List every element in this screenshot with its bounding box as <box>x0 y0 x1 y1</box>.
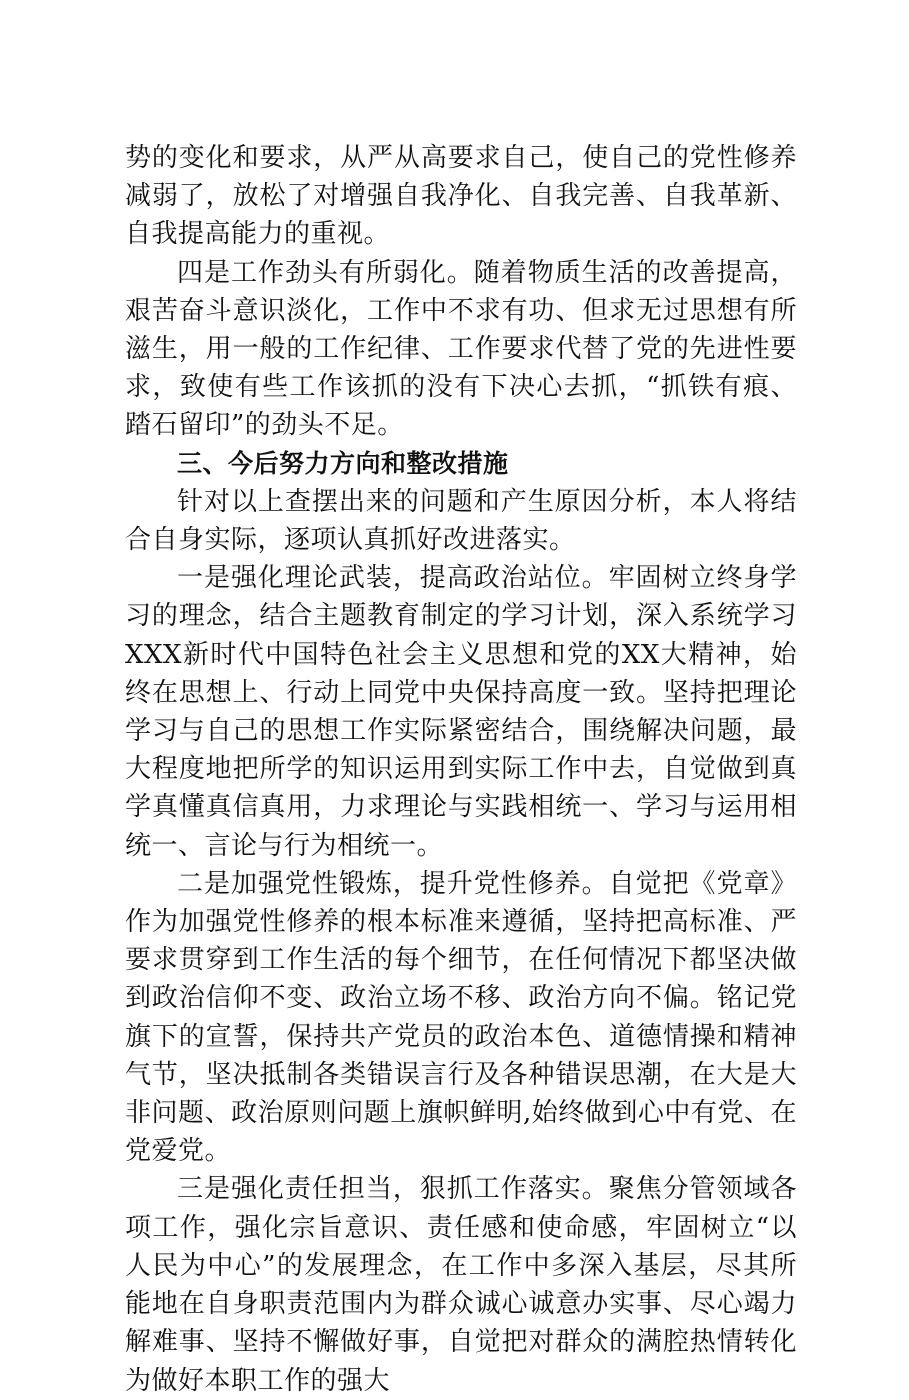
section-heading-improvement-measures: 三、今后努力方向和整改措施 <box>177 448 509 478</box>
paragraph-theory-study: 一是强化理论武装，提高政治站位。牢固树立终身学习的理念，结合主题教育制定的学习计划，深入系统学习XXX新时代中国特色社会主义思想和党的XX大精神，始终在思想上、行动上同党中央保持高度一致。坚持把理论学习与自己的思想工作实际紧密结合，围绕解决问题，最大程度地把所学的知识运用到实际工作中去，自觉做到真学真懂真信真用，力求理论与实践相统一、学习与运用相统一、言论与行为相统一。 <box>125 563 797 861</box>
document-body <box>125 139 797 1400</box>
paragraph-intro-measures: 针对以上查摆出来的问题和产生原因分析，本人将结合自身实际，逐项认真抓好改进落实。 <box>125 486 797 556</box>
paragraph-work-drive: 四是工作劲头有所弱化。随着物质生活的改善提高，艰苦奋斗意识淡化，工作中不求有功、但求无过思想有所滋生，用一般的工作纪律、工作要求代替了党的先进性要求，致使有些工作该抓的没有下决心去抓，“抓铁有痕、踏石留印”的劲头不足。 <box>125 257 797 441</box>
paragraph-responsibility: 三是强化责任担当，狠抓工作落实。聚焦分管领域各项工作，强化宗旨意识、责任感和使命感，牢固树立“以人民为中心”的发展理念，在工作中多深入基层，尽其所能地在自身职责范围内为群众诚心诚意办实事、尽心竭力解难事、坚持不懈做好事，自觉把对群众的满腔热情转化为做好本职工作的强大 <box>125 1174 797 1396</box>
paragraph-party-spirit: 二是加强党性锻炼，提升党性修养。自觉把《党章》作为加强党性修养的根本标准来遵循，坚持把高标准、严要求贯穿到工作生活的每个细节，在任何情况下都坚决做到政治信仰不变、政治立场不移、政治方向不偏。铭记党旗下的宣誓，保持共产党员的政治本色、道德情操和精神气节，坚决抵制各类错误言行及各种错误思潮，在大是大非问题、政治原则问题上旗帜鲜明,始终做到心中有党、在党爱党。 <box>125 868 797 1167</box>
paragraph-continuation: 势的变化和要求，从严从高要求自己，使自己的党性修养减弱了，放松了对增强自我净化、自我完善、自我革新、自我提高能力的重视。 <box>125 143 797 250</box>
